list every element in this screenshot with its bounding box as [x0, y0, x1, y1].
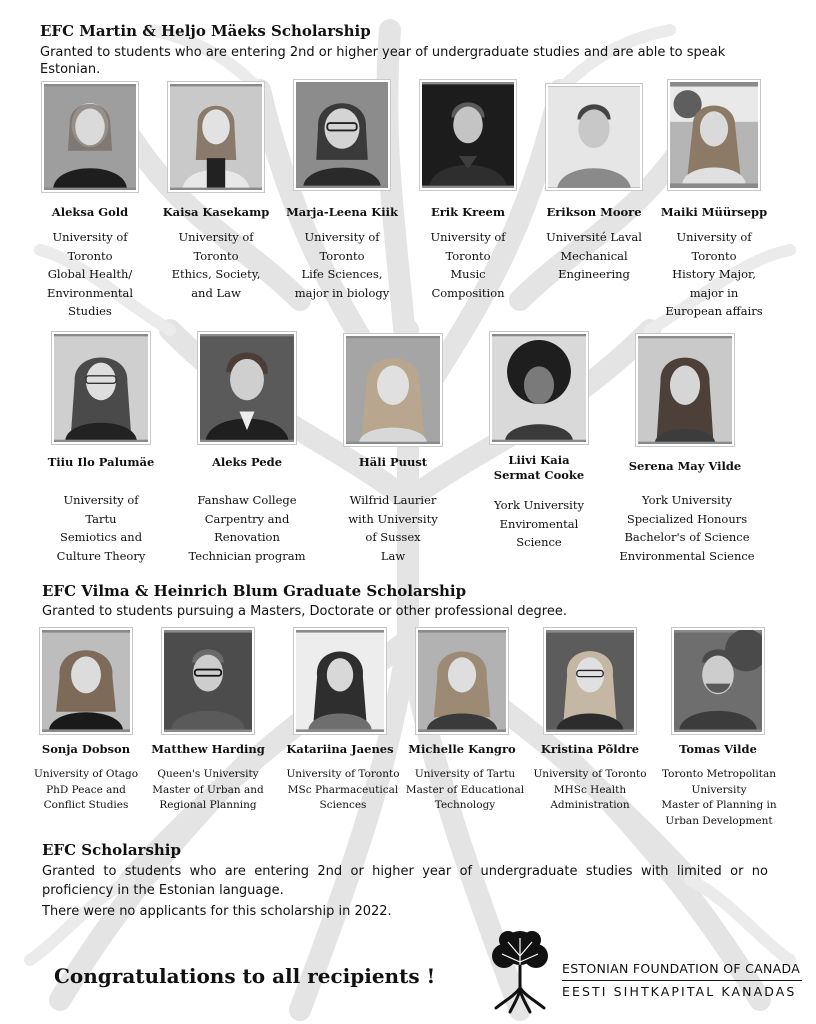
recipient-details: University of Toronto Ethics, Society, and Law [171, 230, 261, 300]
recipient-photo-marja-leena-kiik [294, 80, 390, 190]
recipient-photo-liivi-kaia-sermat-cooke [490, 332, 588, 444]
recipient-photo-kaisa-kasekamp [168, 82, 264, 192]
recipient-name: Katariina Jaenes [286, 742, 394, 756]
recipient-name: Aleks Pede [211, 455, 283, 469]
section3-note: There were no applicants for this scholarship in 2022. [42, 904, 392, 919]
recipient-name: Erikson Moore [546, 205, 642, 219]
recipient-photo-hali-puust [344, 334, 442, 446]
recipient-photo-serena-may-vilde [636, 334, 734, 446]
recipient-name: Serena May Vilde [628, 459, 742, 473]
recipient-name: Kaisa Kasekamp [162, 205, 270, 219]
recipient-name: Häli Puust [358, 455, 428, 469]
recipient-photo-michelle-kangro [416, 628, 508, 734]
recipient-details: University of Tartu Semiotics and Culture Theory [56, 493, 146, 563]
recipient-photo-aleks-pede [198, 332, 296, 444]
section2-subtitle: Granted to students pursuing a Masters, Doctorate or other professional degree. [42, 604, 567, 619]
recipient-photo-tomas-vilde [672, 628, 764, 734]
recipient-details: University of Toronto Global Health/ Environmental Studies [46, 230, 134, 318]
section1-title: EFC Martin & Heljo Mäeks Scholarship [40, 22, 371, 40]
recipient-details: Université Laval Mechanical Engineering [546, 230, 642, 281]
section3-subtitle: Granted to students who are entering 2nd or higher year of undergraduate studies with limited or no proficiency in the Estonian language. [42, 864, 768, 898]
recipient-name: Aleksa Gold [51, 205, 129, 219]
recipient-name: Marja-Leena Kiik [286, 205, 398, 219]
foundation-name-english: ESTONIAN FOUNDATION OF CANADA [562, 961, 801, 976]
recipient-photo-erik-kreem [420, 80, 516, 190]
recipient-details: York University Specialized Honours Bachelor's of Science Environmental Science [619, 493, 755, 563]
recipient-details: University of Toronto Music Composition [430, 230, 506, 300]
recipient-details: University of Toronto History Major, major in European affairs [665, 230, 763, 318]
recipient-photo-matthew-harding [162, 628, 254, 734]
recipient-name: Liivi Kaia Sermat Cooke [493, 453, 585, 482]
recipient-photo-tiiu-ilo-palumae [52, 332, 150, 444]
recipient-details: University of Toronto Life Sciences, major in biology [294, 230, 390, 300]
foundation-tree-logo-icon [486, 928, 554, 1014]
recipient-name: Michelle Kangro [408, 742, 516, 756]
recipient-name: Tiiu Ilo Palumäe [47, 455, 155, 469]
congratulations-message: Congratulations to all recipients ! [54, 964, 436, 988]
recipient-details: Toronto Metropolitan University Master of Planning in Urban Development [661, 768, 777, 827]
recipient-photo-sonja-dobson [40, 628, 132, 734]
recipient-photo-aleksa-gold [42, 82, 138, 192]
recipient-details: University of Toronto MSc Pharmaceutical Sciences [286, 768, 400, 811]
recipient-name: Kristina Põldre [540, 742, 640, 756]
section2-title: EFC Vilma & Heinrich Blum Graduate Scholarship [42, 582, 467, 600]
recipient-name: Maiki Müürsepp [660, 205, 768, 219]
recipient-photo-erikson-moore [546, 84, 642, 190]
recipient-details: University of Tartu Master of Educational Technology [405, 768, 525, 811]
recipient-details: University of Otago PhD Peace and Conflict Studies [33, 768, 139, 811]
recipient-photo-kristina-poldre [544, 628, 636, 734]
recipient-photo-katariina-jaenes [294, 628, 386, 734]
recipient-details: University of Toronto MHSc Health Administration [533, 768, 647, 811]
foundation-name-estonian: EESTI SIHTKAPITAL KANADAS [562, 984, 797, 999]
recipient-details: Queen's University Master of Urban and Regional Planning [152, 768, 264, 811]
recipient-details: Fanshaw College Carpentry and Renovation Technician program [188, 493, 306, 563]
divider [562, 980, 802, 981]
recipient-details: York University Enviromental Science [494, 498, 584, 549]
recipient-name: Tomas Vilde [679, 742, 757, 756]
recipient-name: Sonja Dobson [41, 742, 131, 756]
recipient-details: Wilfrid Laurier with University of Sussex Law [348, 493, 438, 563]
recipient-photo-maiki-muursepp [668, 80, 760, 190]
section1-subtitle: Granted to students who are entering 2nd or higher year of undergraduate studies and are able to speak Estonian. [40, 45, 726, 77]
section3-title: EFC Scholarship [42, 841, 181, 859]
recipient-name: Matthew Harding [151, 742, 265, 756]
recipient-name: Erik Kreem [430, 205, 506, 219]
